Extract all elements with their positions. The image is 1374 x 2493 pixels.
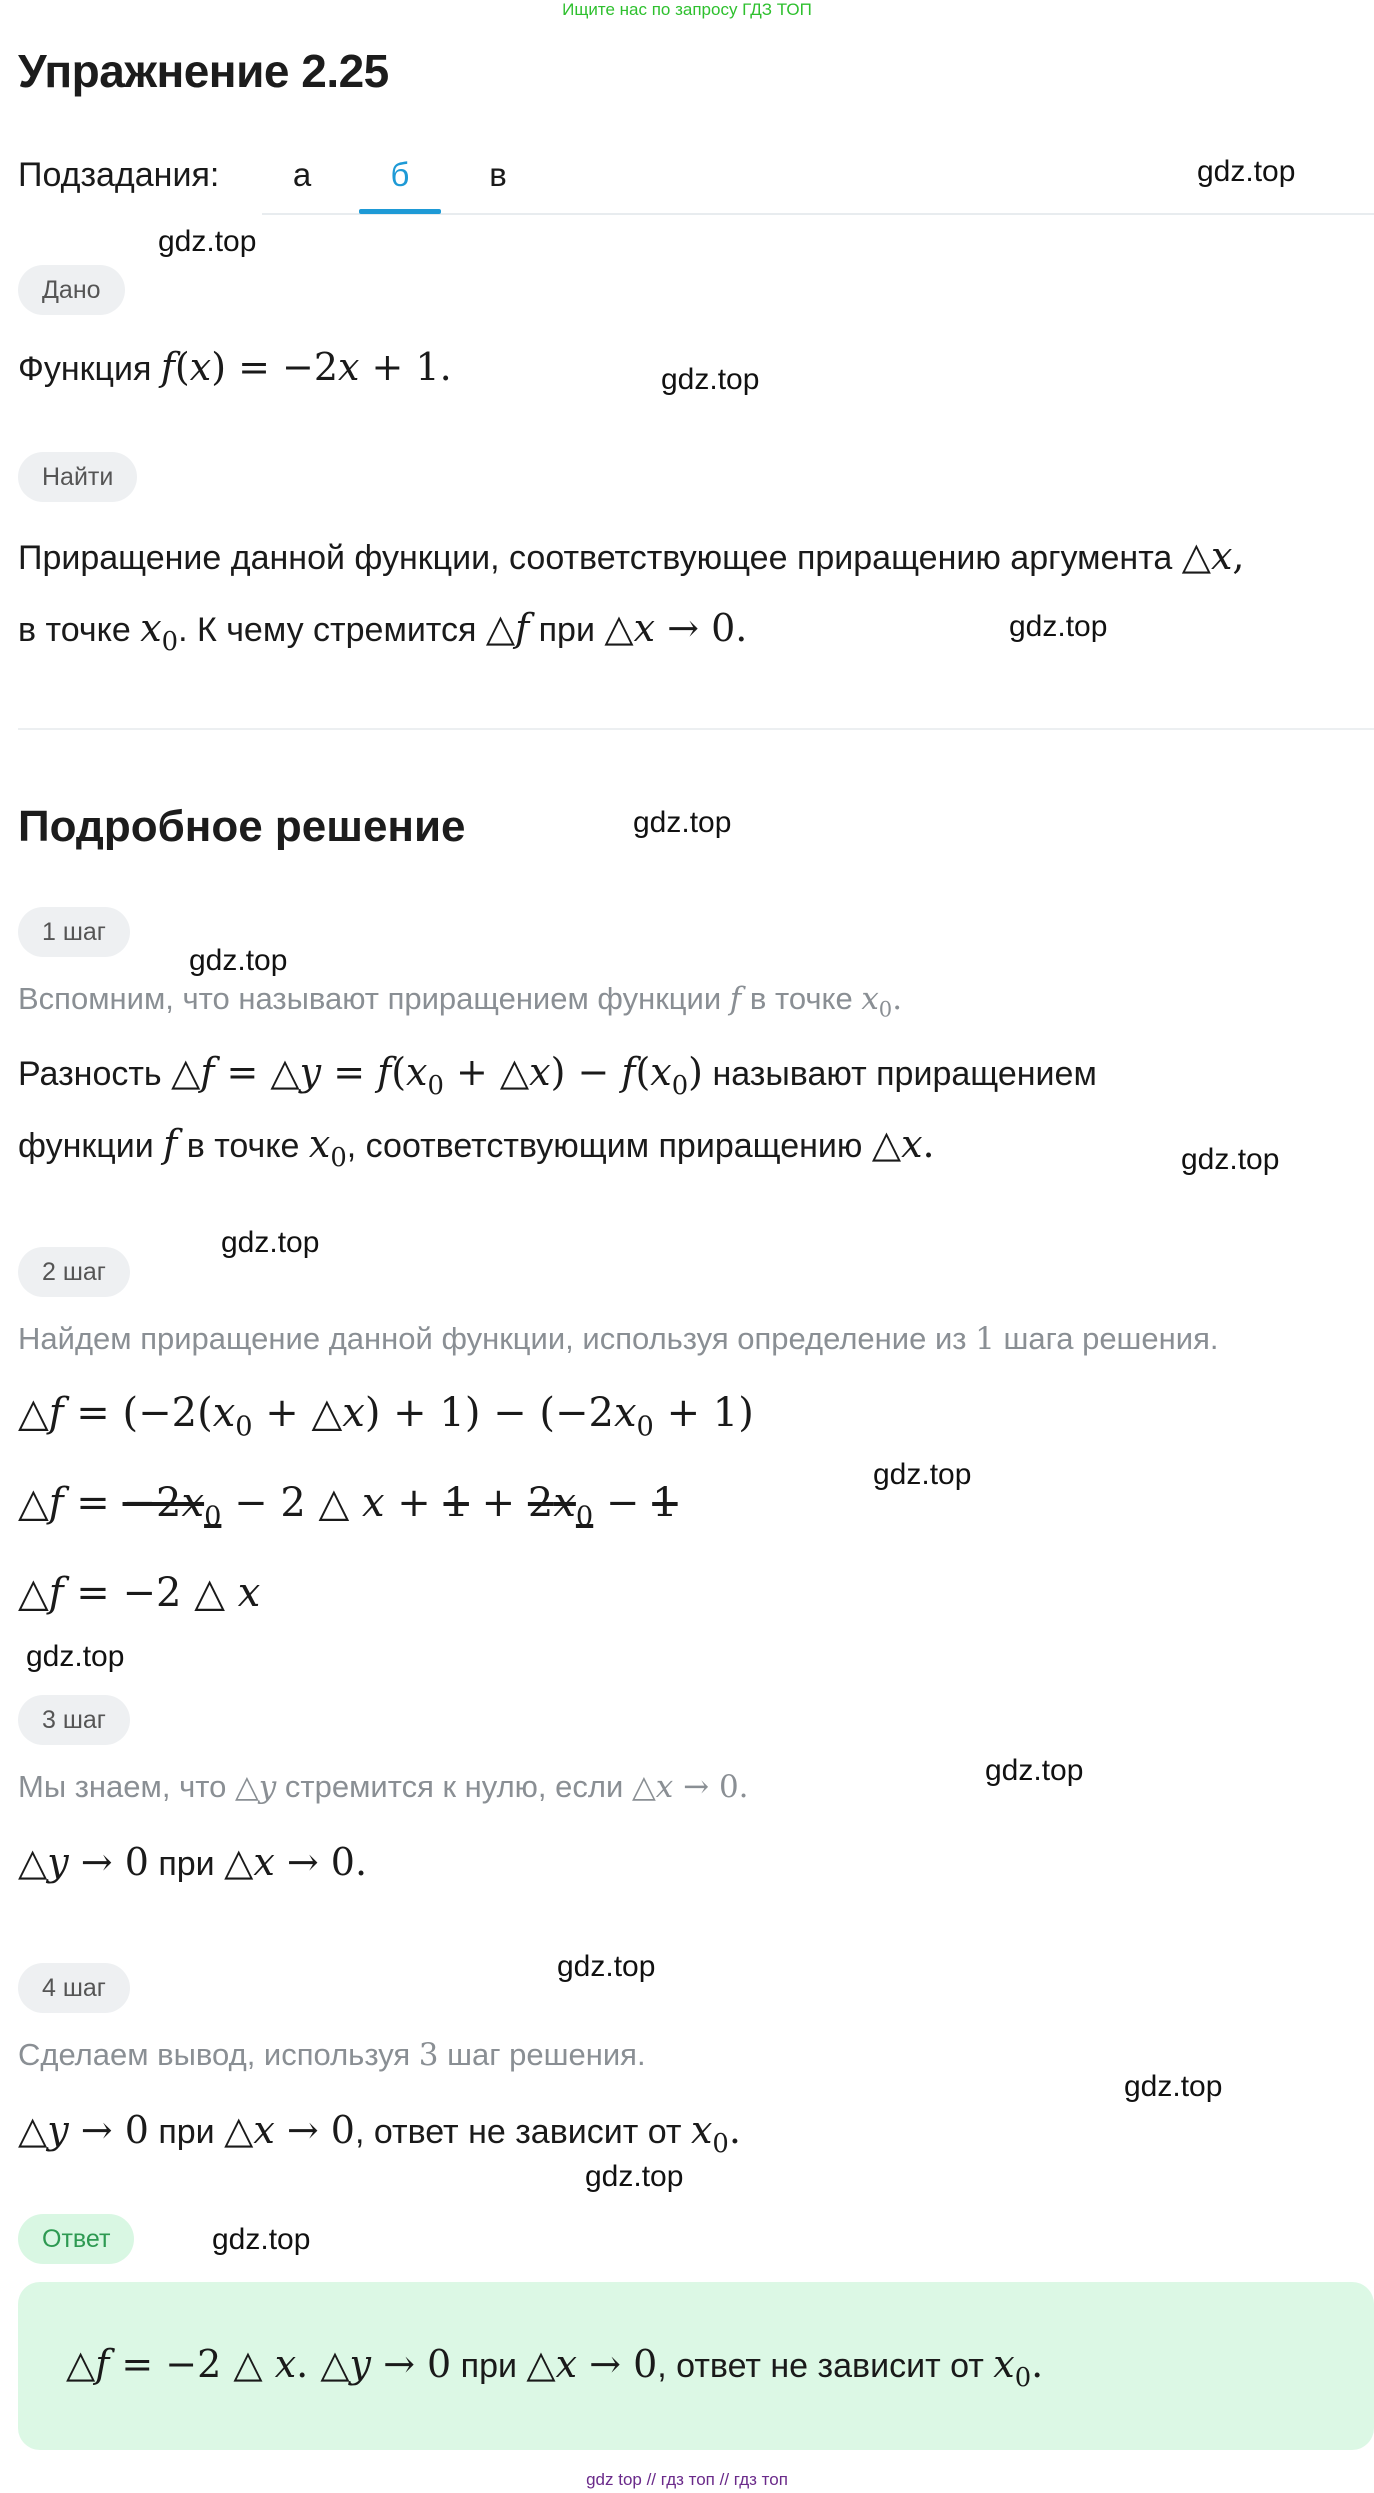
step-4-pill: 4 шаг — [18, 1963, 130, 2013]
step-3-hint-prefix: Мы знаем, что — [18, 1769, 227, 1804]
watermark: gdz.top — [158, 225, 257, 258]
step-1-hint-prefix: Вспомним, что называют приращением функции — [18, 981, 722, 1016]
step-4-line-at: при — [158, 2113, 215, 2151]
tab-a[interactable]: а — [292, 156, 312, 193]
step-2-hint — [18, 1321, 1219, 1357]
find-pill: Найти — [18, 452, 137, 502]
step-2-formula-3: △f = −2 △ x — [18, 1570, 261, 1616]
watermark: gdz.top — [212, 2223, 311, 2256]
find-line-1-text: Приращение данной функции, соответствующее приращению аргумента — [18, 539, 1173, 577]
answer-formula-df: △f = −2 △ x. △y → 0 — [66, 2342, 452, 2386]
step-4-hint-suffix: шаг решения. — [447, 2037, 646, 2072]
find-formula-dx: △x, — [1181, 534, 1245, 578]
given-text — [18, 345, 452, 389]
watermark: gdz.top — [585, 2160, 684, 2193]
watermark: gdz.top — [221, 1226, 320, 1259]
step-2-formula-1: △f = ($-2(x_0$ + △x) + $1) - (-2x_0 + 1)$ — [18, 1390, 754, 1443]
watermark: gdz.top — [1009, 610, 1108, 643]
top-banner: Ищите нас по запросу ГДЗ ТОП — [562, 0, 812, 19]
find-line-2-prefix: в точке — [18, 611, 131, 649]
step-3-hint-mid: стремится к нулю, если — [284, 1769, 624, 1804]
step-1-line-1-prefix: Разность — [18, 1055, 162, 1093]
step-1-line-2-mid: в точке — [186, 1127, 300, 1165]
answer-at: при — [460, 2347, 517, 2385]
step-4-hint-num: 3 — [418, 2037, 439, 2073]
find-line-1 — [18, 534, 1245, 578]
step-2-hint-prefix: Найдем приращение данной функции, используя определение из — [18, 1321, 967, 1356]
watermark: gdz.top — [189, 944, 288, 977]
step-3-formula-dx: △x → 0. — [224, 1840, 368, 1884]
step-3-hint-dy: △y — [234, 1769, 277, 1805]
step-1-line-2-prefix: функции — [18, 1127, 154, 1165]
watermark: gdz.top — [661, 363, 760, 396]
step-3-formula-dy: △y → 0 — [18, 1840, 149, 1884]
step-3-hint-limit: △x → 0. — [631, 1769, 749, 1805]
find-formula-df: △f — [485, 606, 530, 650]
step-3-line-at: при — [158, 1845, 215, 1883]
step-1-line-2-suffix: , соответствующим приращению — [346, 1127, 863, 1165]
step-1-line-1-suffix: называют приращением — [712, 1055, 1097, 1093]
step-1-hint-mid: в точке — [749, 981, 853, 1016]
watermark: gdz.top — [633, 806, 732, 839]
step-1-line-2-x0: $x_0$ — [308, 1122, 347, 1174]
step-1-hint-x0: $x_0$. — [861, 981, 903, 1022]
answer-formula-dx: △x → 0 — [526, 2342, 658, 2386]
given-prefix: Функция — [18, 350, 152, 388]
find-line-2-mid: . К чему стремится — [178, 611, 477, 649]
answer-suffix: , ответ не зависит от — [657, 2347, 984, 2385]
step-1-hint — [18, 981, 903, 1022]
given-pill: Дано — [18, 265, 125, 315]
step-1-line-2-f: f — [163, 1122, 178, 1166]
step-3-line — [18, 1840, 367, 1884]
subtasks-label: Подзадания: — [18, 156, 220, 194]
step-1-formula: △f = △y = $f(x_0$ + △x) − $f(x_0)$ — [171, 1050, 703, 1102]
step-2-pill: 2 шаг — [18, 1247, 130, 1297]
step-2-formula-2: △f = $-2x_0 - 2$ △ $x + 1 + 2x_0 - 1$ — [18, 1480, 678, 1533]
page-title: Упражнение 2.25 — [18, 45, 389, 97]
active-tab-indicator — [359, 209, 441, 214]
watermark: gdz.top — [26, 1640, 125, 1673]
solution-title: Подробное решение — [18, 802, 466, 851]
step-3-pill: 3 шаг — [18, 1695, 130, 1745]
find-line-2 — [18, 606, 748, 658]
step-4-hint-prefix: Сделаем вывод, используя — [18, 2037, 411, 2072]
step-2-hint-suffix: шага решения. — [1003, 1321, 1219, 1356]
footer: gdz top // гдз топ // гдз топ — [586, 2470, 788, 2489]
step-1-line-2 — [18, 1122, 935, 1174]
step-1-pill: 1 шаг — [18, 907, 130, 957]
given-formula: f(x) = −2x + 1. — [160, 345, 452, 389]
watermark: gdz.top — [1181, 1143, 1280, 1176]
answer-pill: Ответ — [18, 2214, 134, 2264]
find-formula-limit: △x → 0. — [604, 606, 748, 650]
watermark: gdz.top — [1197, 155, 1296, 188]
watermark: gdz.top — [557, 1950, 656, 1983]
tab-v[interactable]: в — [489, 156, 507, 193]
step-4-formula-dy: △y → 0 — [18, 2108, 149, 2152]
step-1-hint-f: f — [729, 981, 742, 1017]
step-3-hint — [18, 1769, 749, 1805]
step-4-formula-dx: △x → 0 — [224, 2108, 355, 2152]
watermark: gdz.top — [985, 1754, 1084, 1787]
section-divider — [18, 728, 1374, 730]
answer-formula-x0: $x_0$. — [993, 2342, 1044, 2394]
step-4-hint — [18, 2037, 646, 2073]
step-1-line-1 — [18, 1050, 1097, 1102]
find-line-2-at: при — [538, 611, 595, 649]
step-4-formula-x0: $x_0$. — [690, 2108, 741, 2160]
find-formula-x0: $x_0$ — [140, 606, 179, 658]
step-1-line-2-dx: △x. — [871, 1122, 935, 1166]
answer-line — [66, 2342, 1044, 2394]
watermark: gdz.top — [873, 1458, 972, 1491]
step-4-line-suffix: , ответ не зависит от — [354, 2113, 682, 2151]
step-4-line — [18, 2108, 741, 2160]
tab-b[interactable]: б — [390, 156, 410, 193]
step-2-hint-num: 1 — [975, 1321, 995, 1357]
watermark: gdz.top — [1124, 2070, 1223, 2103]
